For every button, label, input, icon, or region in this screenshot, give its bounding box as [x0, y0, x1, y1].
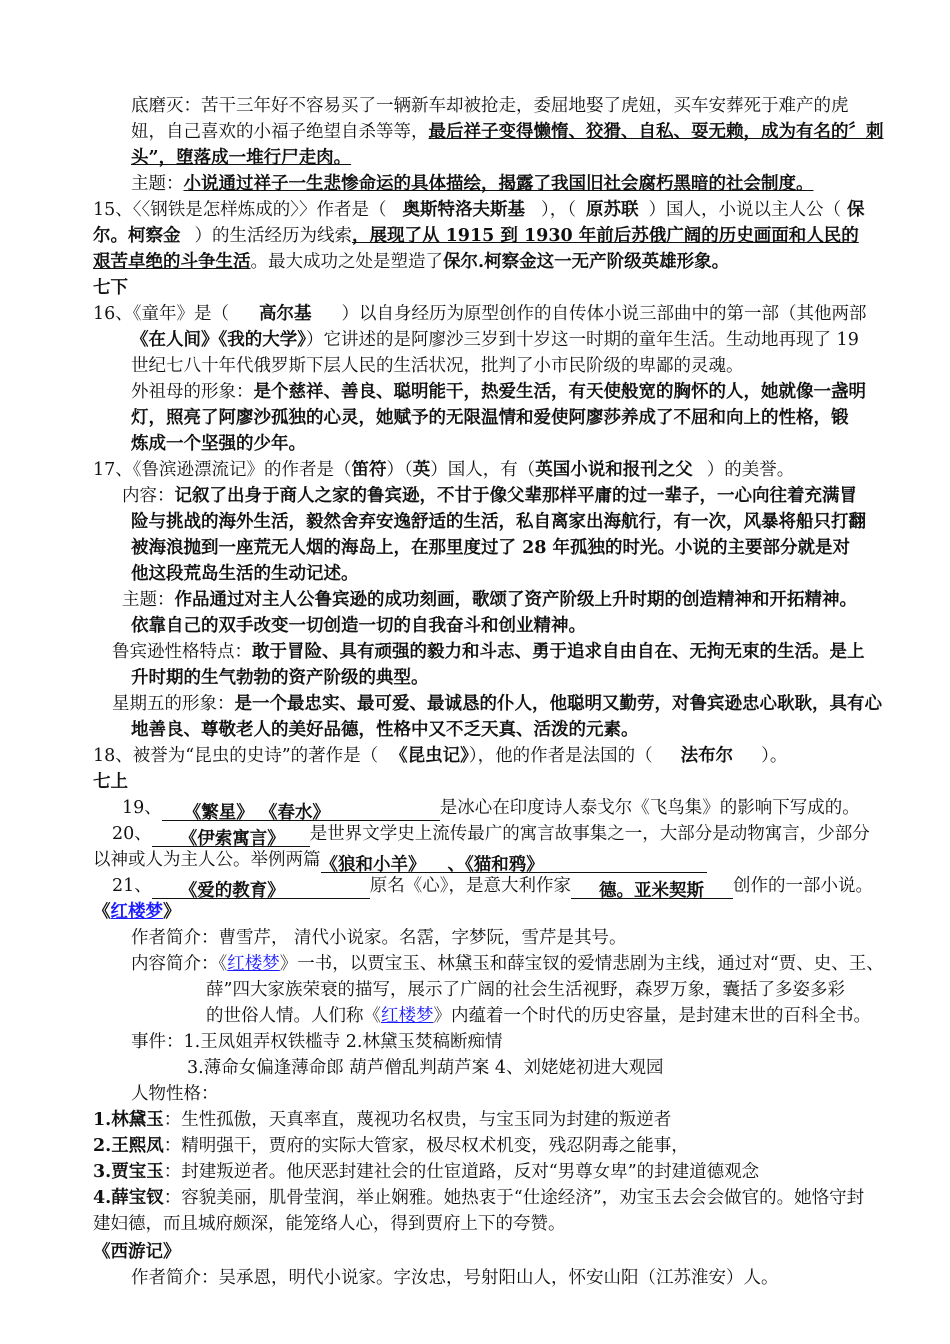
character-item: 2.王熙凤：精明强干，贾府的实际大管家，极尽权术机变，残忍阴毒之能事， [93, 1136, 689, 1156]
text-line: 头”，堕落成一堆行尸走肉。 [131, 148, 352, 168]
events-line: 事件：1.王凤姐弄权铁槛寺 2.林黛玉焚稿断痴情 [131, 1032, 503, 1052]
author-intro: 作者简介：吴承恩，明代小说家。字汝忠，号射阳山人，怀安山阳（江苏淮安）人。 [131, 1268, 779, 1288]
character-item: 3.贾宝玉：封建叛逆者。他厌恶封建社会的仕宦道路，反对“男尊女卑”的封建道德观念 [93, 1162, 760, 1182]
hongloumeng-link[interactable]: 红楼梦 [381, 1006, 434, 1026]
question-21: 21、 《爱的教育》 原名《心》，是意大利作家 德。亚米契斯 创作的一部小说。 [112, 876, 874, 901]
text-line: 薛”四大家族荣衰的描写，展示了广阔的社会生活视野，森罗万象，囊括了多姿多彩 [206, 980, 845, 1000]
grandma-line: 外祖母的形象：是个慈祥、善良、聪明能干，热爱生活，有天使般宽的胸怀的人，她就像一盏明 [131, 382, 866, 402]
text-line: 以神或人为主人公。举例两篇《狼和小羊》 、《猫和鸦》 [93, 847, 707, 873]
theme-line: 主题：小说通过祥子一生悲惨命运的具体描绘，揭露了我国旧社会腐朽黑暗的社会制度。 [131, 174, 814, 194]
theme-line: 主题：作品通过对主人公鲁宾逊的成功刻画，歌颂了资产阶级上升时期的创造精神和开拓精神。 [122, 590, 857, 610]
text-line: 世纪七八十年代俄罗斯下层人民的生活状况，批判了小市民阶级的卑鄙的灵魂。 [131, 356, 744, 376]
text-line: 尔。柯察金 ）的生活经历为线索，展现了从 1915 到 1930 年前后苏俄广阔的历史画面和人民的 [93, 226, 859, 246]
question-18: 18、被誉为“昆虫的史诗”的著作是（ 《昆虫记》），他的作者是法国的（ 法布尔 ）。 [93, 746, 788, 766]
text-line: 升时期的生气勃勃的资产阶级的典型。 [131, 668, 429, 688]
characters-label: 人物性格： [131, 1084, 219, 1104]
text-line: 地善良、尊敬老人的美好品德，性格中又不乏天真、活泼的元素。 [131, 720, 639, 740]
section-heading: 七下 [93, 278, 128, 298]
text-line: 妞，自己喜欢的小福子绝望自杀等等，最后祥子变得懒惰、狡猾、自私、耍无赖，成为有名的〞刺 [131, 122, 884, 142]
content-intro: 内容简介：《红楼梦》一书，以贾宝玉、林黛玉和薛宝钗的爱情悲剧为主线，通过对“贾、史、王、 [131, 954, 884, 974]
text-line: 底磨灭：苦干三年好不容易买了一辆新车却被抢走，委屈地娶了虎妞，买车安葬死于难产的虎 [131, 96, 849, 116]
question-17: 17、《鲁滨逊漂流记》的作者是（笛符）（英）国人，有（英国小说和报刊之父 ）的美誉。 [93, 460, 795, 480]
events-line: 3.薄命女偏逢薄命郎 葫芦僧乱判葫芦案 4、刘姥姥初进大观园 [187, 1058, 664, 1078]
text-line: 的世俗人情。人们称《红楼梦》内蕴着一个时代的历史容量，是封建末世的百科全书。 [206, 1006, 871, 1026]
section-heading: 七上 [93, 772, 128, 792]
text-line: 艰苦卓绝的斗争生活。最大成功之处是塑造了保尔.柯察金这一无产阶级英雄形象。 [93, 252, 730, 272]
hongloumeng-link[interactable]: 红楼梦 [227, 954, 280, 974]
question-20: 20、 《伊索寓言》 是世界文学史上流传最广的寓言故事集之一，大部分是动物寓言，少部分 [112, 824, 870, 849]
question-15: 15、〈〈钢铁是怎样炼成的〉〉作者是（ 奥斯特洛夫斯基 ），（ 原苏联 ）国人，小说以主人公（ 保 [93, 200, 865, 220]
author-intro: 作者简介：曹雪芹， 清代小说家。名霑，字梦阮，雪芹是其号。 [131, 928, 627, 948]
text-line: 险与挑战的海外生活，毅然舍弃安逸舒适的生活，私自离家出海航行，有一次，风暴将船只打翻 [131, 512, 866, 532]
friday-line: 星期五的形象：是一个最忠实、最可爱、最诚恳的仆人，他聪明又勤劳，对鲁宾逊忠心耿耿，具有心 [112, 694, 882, 714]
content-line: 内容：记叙了出身于商人之家的鲁宾逊，不甘于像父辈那样平庸的过一辈子，一心向往着充满冒 [122, 486, 857, 506]
text-line: 被海浪抛到一座荒无人烟的海岛上，在那里度过了 28 年孤独的时光。小说的主要部分就是对 [131, 538, 851, 558]
text-line: 灯，照亮了阿廖沙孤独的心灵，她赋予的无限温情和爱使阿廖莎养成了不屈和向上的性格，锻 [131, 408, 849, 428]
section-title-hongloumeng: 《红楼梦》 [93, 902, 181, 922]
text-line: 依靠自己的双手改变一切创造一切的自我奋斗和创业精神。 [131, 616, 586, 636]
character-line: 鲁宾逊性格特点：敢于冒险、具有顽强的毅力和斗志、勇于追求自由自在、无拘无束的生活。是上 [112, 642, 865, 662]
text-line: 他这段荒岛生活的生动记述。 [131, 564, 359, 584]
question-19: 19、 《繁星》 《春水》 是冰心在印度诗人泰戈尔《飞鸟集》的影响下写成的。 [122, 798, 860, 823]
text-line: 《在人间》《我的大学》）它讲述的是阿廖沙三岁到十岁这一时期的童年生活。生动地再现了 19 [131, 330, 859, 350]
question-16: 16、《童年》是（ 高尔基 ）以自身经历为原型创作的自传体小说三部曲中的第一部（其他两部 [93, 304, 867, 324]
character-item: 4.薛宝钗：容貌美丽，肌骨莹润，举止娴雅。她热衷于“仕途经济”，劝宝玉去会会做官的。她恪守封 [93, 1188, 865, 1208]
character-item: 1.林黛玉：生性孤傲，天真率直，蔑视功名权贵，与宝玉同为封建的叛逆者 [93, 1110, 672, 1130]
section-title-xiyouji: 《西游记》 [93, 1242, 181, 1262]
text-line: 炼成一个坚强的少年。 [131, 434, 306, 454]
text-line: 建妇德，而且城府颇深，能笼络人心，得到贾府上下的夸赞。 [93, 1214, 566, 1234]
hongloumeng-link[interactable]: 红楼梦 [110, 902, 163, 922]
